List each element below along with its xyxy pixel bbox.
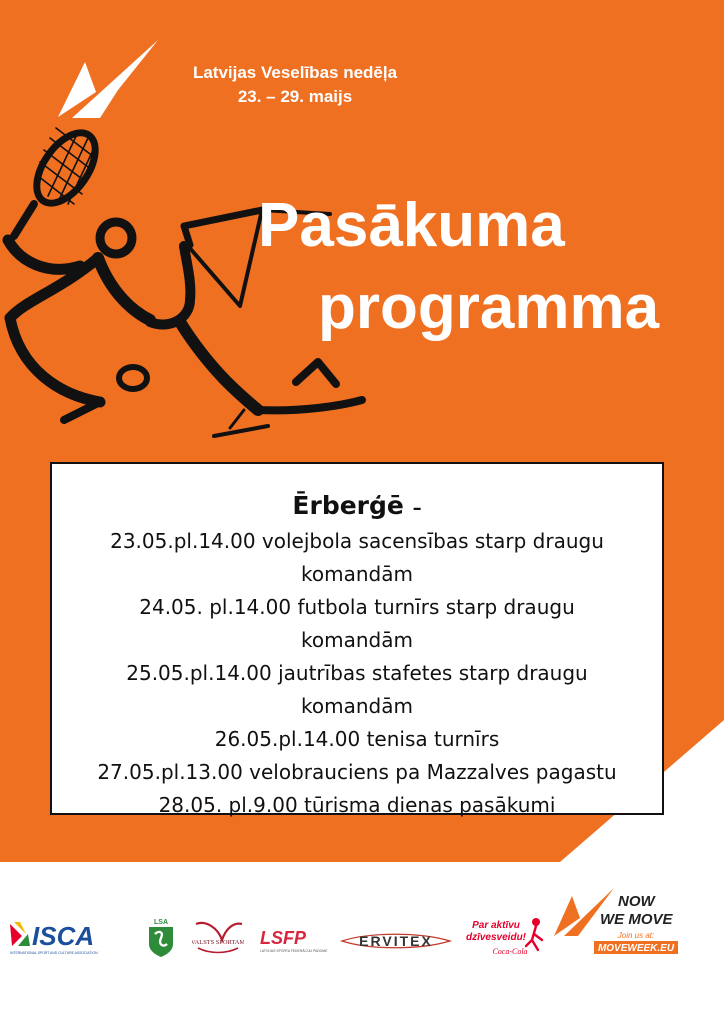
- valsts-sportam-logo: [192, 918, 244, 958]
- isca-caption: INTERNATIONAL SPORT AND CULTURE ASSOCIATION: [10, 951, 98, 955]
- program-line: komandām: [301, 628, 413, 652]
- isca-logo: [8, 916, 128, 956]
- aktivu-dzivesveidu-logo: [464, 914, 548, 964]
- valsts-sportam-mark: [192, 918, 244, 958]
- aktivu-line-2: dzīvesveidu!: [465, 932, 527, 943]
- title-line-1: Pasākuma: [258, 191, 565, 260]
- program-line: 25.05.pl.14.00 jautrības stafetes starp draugu: [126, 661, 588, 685]
- program-box: [50, 462, 664, 815]
- ervitex-logo: [340, 928, 452, 954]
- lsa-shield: [146, 916, 176, 958]
- ervitex-wordmark: ERVITEX: [359, 933, 433, 949]
- program-line: komandām: [301, 562, 413, 586]
- nwm-line-1: NOW: [618, 893, 655, 910]
- program-line: 23.05.pl.14.00 volejbola sacensības starp draugu: [110, 529, 604, 553]
- now-we-move-mark: [552, 884, 682, 964]
- program-line: komandām: [301, 694, 413, 718]
- nwm-site: MOVEWEEK.EU: [597, 943, 675, 954]
- nwm-line-2: WE MOVE: [600, 911, 673, 928]
- lsfp-mark: [258, 926, 330, 956]
- program-line: 26.05.pl.14.00 tenisa turnīrs: [214, 727, 500, 751]
- now-we-move-logo: [552, 884, 682, 964]
- event-dates: 23. – 29. maijs: [237, 87, 353, 106]
- heading-dash: –: [412, 498, 422, 519]
- program-line: 24.05. pl.14.00 futbola turnīrs starp draugu: [139, 595, 575, 619]
- lsfp-wordmark: LSFP: [260, 928, 307, 948]
- aktivu-line-1: Par aktīvu: [472, 920, 520, 931]
- title-line-2: programma: [318, 273, 660, 342]
- nwm-join: Join us at:: [617, 931, 655, 940]
- isca-mark: [8, 916, 128, 956]
- place-name: Ērberģē: [292, 491, 404, 520]
- program-line: 27.05.pl.13.00 velobrauciens pa Mazzalves pagastu: [97, 760, 617, 784]
- ervitex-mark: [340, 928, 452, 954]
- lsfp-caption: LATVIJAS SPORTA FEDERĀCIJU PADOME: [260, 949, 328, 953]
- aktivu-dzivesveidu-mark: [464, 914, 548, 964]
- lsa-wordmark: LSA: [154, 919, 168, 926]
- isca-wordmark: ISCA: [32, 921, 95, 951]
- coca-cola-wordmark: Coca-Cola: [492, 947, 528, 956]
- lsfp-logo: [258, 926, 330, 956]
- lsa-logo: [146, 916, 176, 958]
- program-line: 28.05. pl.9.00 tūrisma dienas pasākumi: [158, 793, 556, 817]
- event-name: Latvijas Veselības nedēļa: [192, 63, 398, 82]
- valsts-sportam-wordmark: VALSTS SPORTAM: [192, 939, 244, 946]
- program-heading: [52, 490, 662, 525]
- sponsor-logos: [0, 870, 724, 1024]
